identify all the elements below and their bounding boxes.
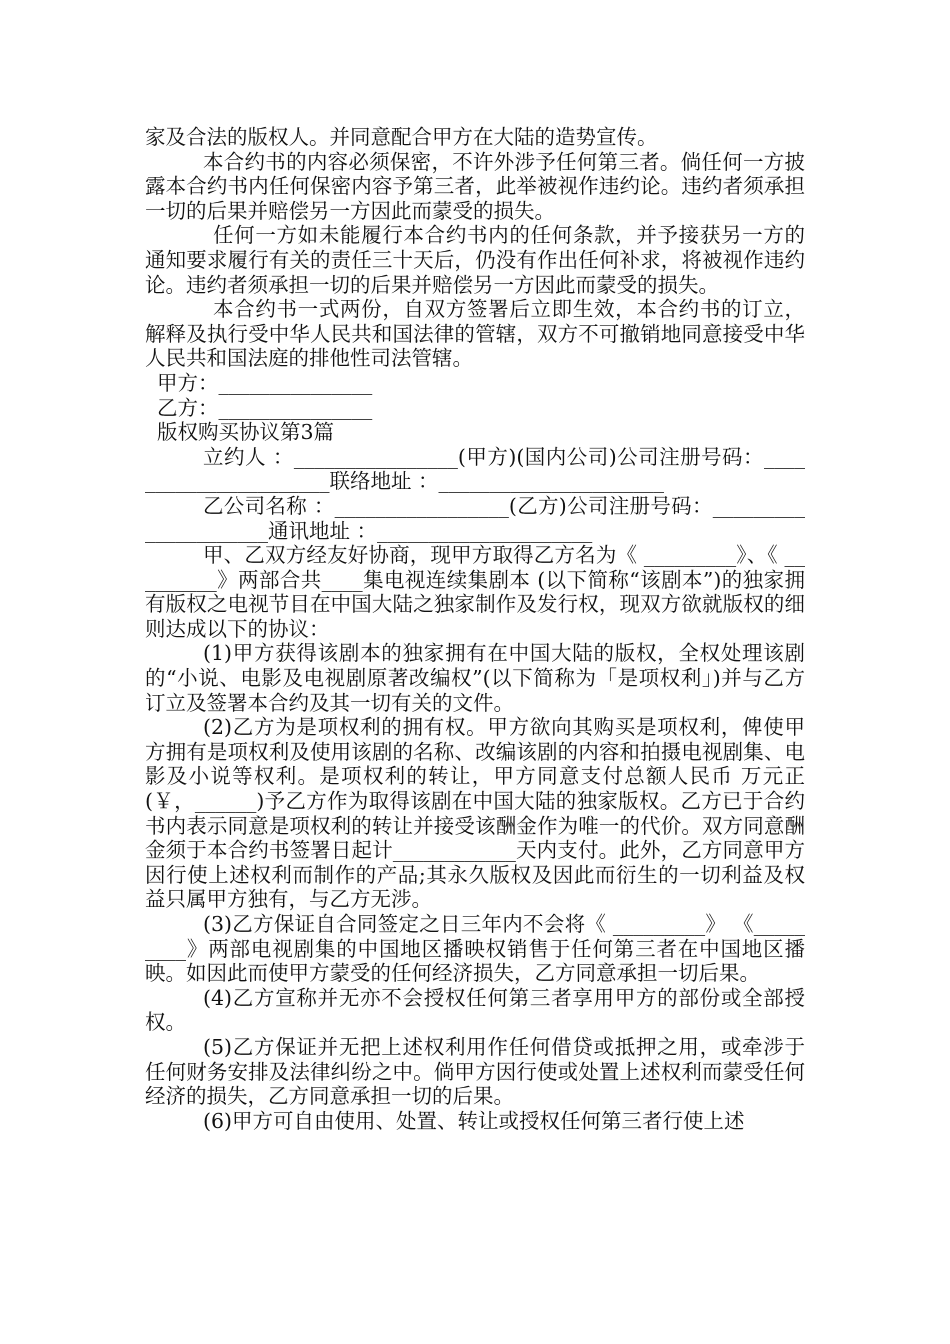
paragraph-effectiveness: 本合约书一式两份，自双方签署后立即生效，本合约书的订立，解释及执行受中华人民共和国法律的管辖，双方不可撤销地同意接受中华人民共和国法庭的排他性司法管辖。: [145, 297, 805, 371]
clause-1: (1)甲方获得该剧本的独家拥有在中国大陆的版权，全权处理该剧的“小说、电影及电视剧原著改编权”(以下简称为「是项权利」)并与乙方订立及签署本合约及其一切有关的文件。: [145, 641, 805, 715]
clause-4: (4)乙方宣称并无亦不会授权任何第三者享用甲方的部份或全部授权。: [145, 985, 805, 1035]
paragraph-breach: 任何一方如未能履行本合约书内的任何条款，并予接获另一方的通知要求履行有关的责任三十天后，仍没有作出任何补求，将被视作违约论。违约者须承担一切的后果并赔偿另一方因此而蒙受的损失。: [145, 223, 805, 297]
clause-5: (5)乙方保证并无把上述权利用作任何借贷或抵押之用，或牵涉于任何财务安排及法律纠纷之中。倘甲方因行使或处置上述权利而蒙受任何经济的损失，乙方同意承担一切的后果。: [145, 1034, 805, 1109]
clause-6: (6)甲方可自由使用、处置、转让或授权任何第三者行使上述: [203, 1108, 745, 1133]
signature-party-a: 甲方：_______________: [157, 370, 373, 395]
clause-2: (2)乙方为是项权利的拥有权。甲方欲向其购买是项权利，俾使甲方拥有是项权利及使用该剧的名称、改编该剧的内容和拍摄电视剧集、电影及小说等权利。是项权利的转让，甲方同意支付总额人民币 万元正(￥，______)予乙方作为取得该剧在中国大陆的独家版权。乙方已于合约书内表示同意是项权利的转让并接受该酬金作为唯一的代价。双方同意酬金须于本合约书签署日起计____________天内支付。此外，乙方同意甲方因行使上述权利而制作的产品;其永久版权及因此而衍生的一切利益及权益只属甲方独有，与乙方无涉。: [145, 715, 805, 912]
paragraph-preamble: 甲、乙双方经友好协商，现甲方取得乙方名为《 _________》、《 _________》两部合共____集电视连续集剧本 (以下简称“该剧本”)的独家拥有版权之电视节目在中国大陆之独家制作及发行权，现双方欲就版权的细则达成以下的协议：: [145, 543, 805, 641]
paragraph-confidentiality: 本合约书的内容必须保密，不许外涉予任何第三者。倘任何一方披露本合约书内任何保密内容予第三者，此举被视作违约论。违约者须承担一切的后果并赔偿另一方因此而蒙受的损失。: [145, 149, 805, 223]
clause-3: (3)乙方保证自合同签定之日三年内不会将《 _________》 《_________》两部电视剧集的中国地区播映权销售于任何第三者在中国地区播映。如因此而使甲方蒙受的任何经济损失，乙方同意承担一切后果。: [145, 912, 805, 986]
document-body: [145, 125, 805, 1133]
signature-party-b: 乙方：_______________: [157, 395, 373, 420]
paragraph-party-b-info: 乙公司名称 ：_________________(乙方)公司注册号码：_____________________通讯地址 ：_____________________: [145, 493, 805, 543]
paragraph-continued: 家及合法的版权人。并同意配合甲方在大陆的造势宣传。: [145, 125, 658, 149]
section-heading: 版权购买协议第3篇: [157, 420, 335, 445]
paragraph-party-a-info: 立约人 ：________________(甲方)(国内公司)公司注册号码：______________________联络地址 ：______________________: [145, 444, 805, 494]
